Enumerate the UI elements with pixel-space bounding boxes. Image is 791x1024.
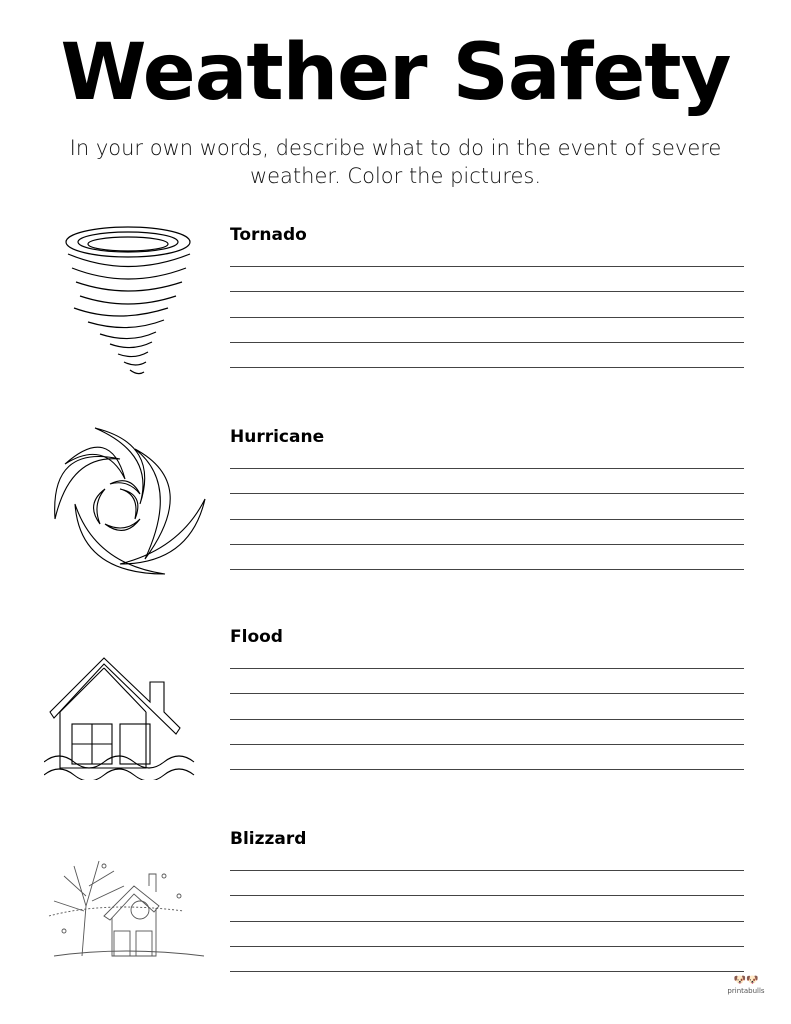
writing-line[interactable] [230,744,744,745]
writing-line[interactable] [230,693,744,694]
dogs-logo-icon: 🐶🐶 [733,975,759,986]
writing-line[interactable] [230,921,744,922]
writing-line[interactable] [230,493,744,494]
logo-text: printabulls [727,987,765,995]
section-blizzard [0,828,791,1008]
writing-line[interactable] [230,317,744,318]
writing-line[interactable] [230,468,744,469]
writing-line[interactable] [230,519,744,520]
writing-line[interactable] [230,971,744,972]
section-label: Tornado [230,225,307,245]
writing-line[interactable] [230,870,744,871]
section-label: Flood [230,627,283,647]
page-title: Weather Safety [60,28,731,118]
writing-lines [230,468,744,594]
snowy-house-tree-icon [44,846,209,966]
writing-line[interactable] [230,946,744,947]
writing-line[interactable] [230,266,744,267]
writing-line[interactable] [230,291,744,292]
section-flood [0,626,791,806]
writing-lines [230,266,744,392]
section-hurricane [0,426,791,606]
tornado-icon [58,224,198,379]
section-label: Blizzard [230,829,307,849]
writing-line[interactable] [230,367,744,368]
writing-line[interactable] [230,544,744,545]
instructions: In your own words, describe what to do in the event of severe weather. Color the pictures. [69,136,722,188]
section-label: Hurricane [230,427,325,447]
writing-line[interactable] [230,668,744,669]
writing-line[interactable] [230,719,744,720]
hurricane-icon [50,424,210,579]
writing-line[interactable] [230,895,744,896]
writing-line[interactable] [230,569,744,570]
writing-line[interactable] [230,769,744,770]
printabulls-logo [726,975,766,996]
writing-lines [230,870,744,996]
writing-lines [230,668,744,794]
writing-line[interactable] [230,342,744,343]
section-tornado [0,224,791,404]
flooded-house-icon [44,630,204,780]
